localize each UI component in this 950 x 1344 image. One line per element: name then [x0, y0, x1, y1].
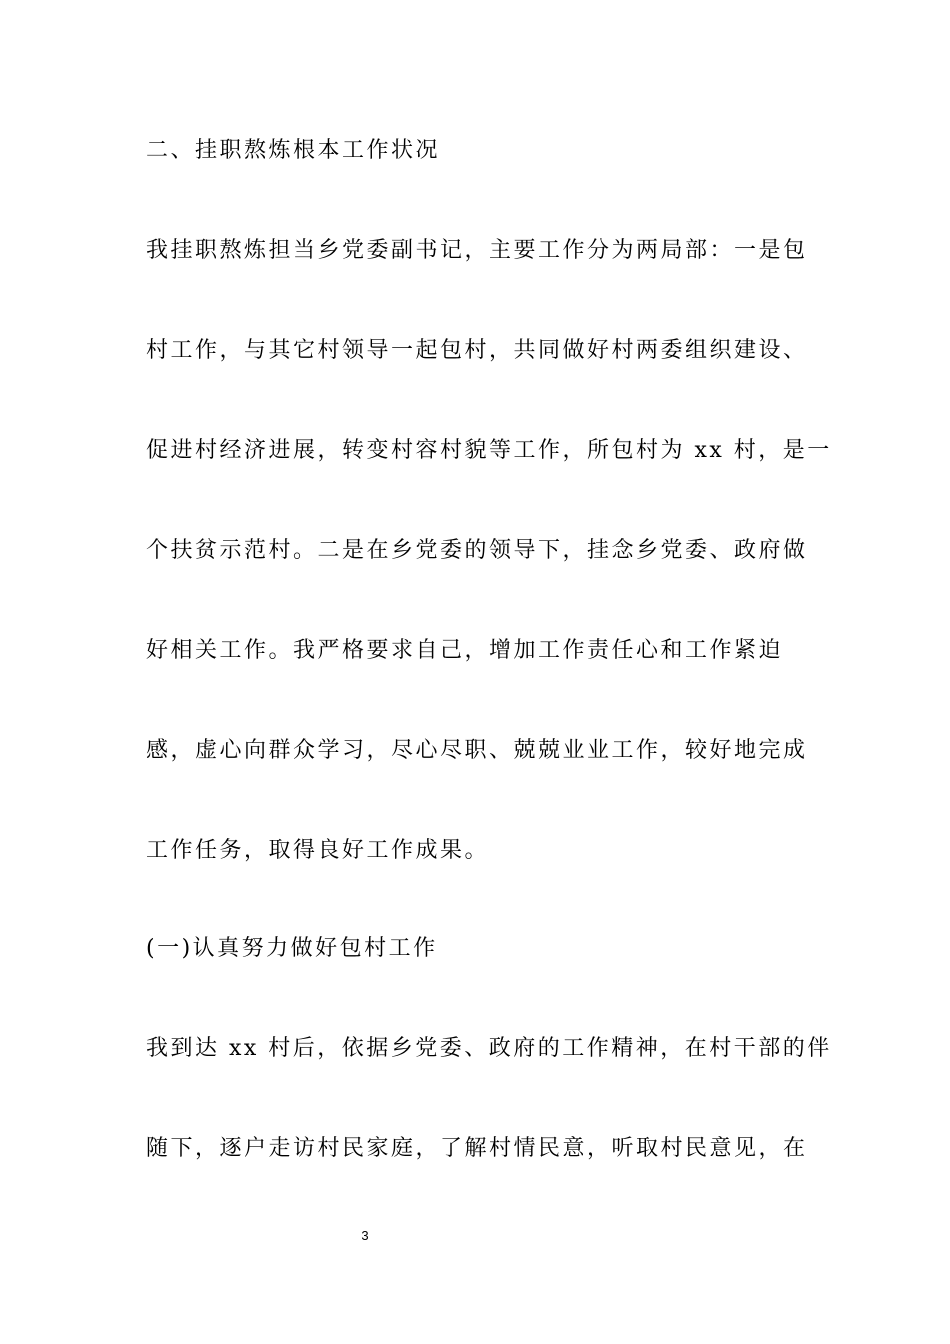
text-line: 感，虚心向群众学习，尽心尽职、兢兢业业工作，较好地完成 — [146, 738, 808, 763]
text-line: 工作任务，取得良好工作成果。 — [146, 838, 490, 863]
text-line: 我挂职熬炼担当乡党委副书记，主要工作分为两局部：一是包 — [146, 238, 808, 263]
page-number: 3 — [361, 1228, 369, 1243]
text-line: 好相关工作。我严格要求自己，增加工作责任心和工作紧迫 — [146, 638, 784, 663]
text-line: 促进村经济进展，转变村容村貌等工作，所包村为 xx 村，是一 — [146, 438, 832, 463]
section-heading: 二、挂职熬炼根本工作状况 — [146, 138, 441, 163]
text-line: 村工作，与其它村领导一起包村，共同做好村两委组织建设、 — [146, 338, 808, 363]
text-line: 随下，逐户走访村民家庭，了解村情民意，听取村民意见，在 — [146, 1136, 808, 1161]
text-line: 个扶贫示范村。二是在乡党委的领导下，挂念乡党委、政府做 — [146, 538, 808, 563]
subsection-heading: (一)认真努力做好包村工作 — [146, 936, 438, 961]
text-line: 我到达 xx 村后，依据乡党委、政府的工作精神，在村干部的伴 — [146, 1036, 832, 1061]
